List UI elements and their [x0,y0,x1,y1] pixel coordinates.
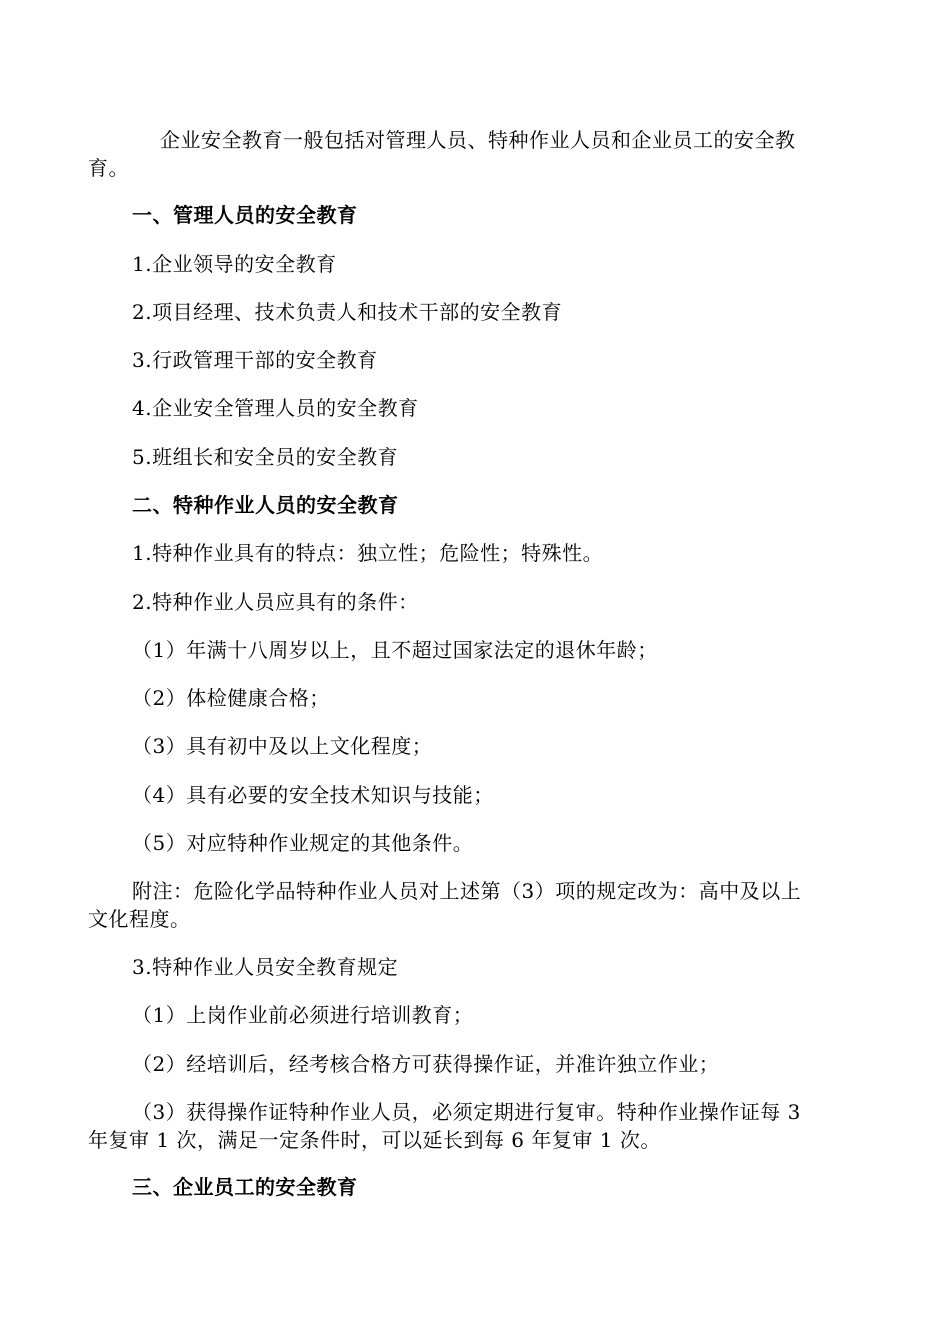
note-paragraph-line-2: 文化程度。 [88,907,191,931]
list-item: 5.班组长和安全员的安全教育 [132,445,399,469]
paragraph-special-features: 1.特种作业具有的特点：独立性；危险性；特殊性。 [132,541,604,565]
section-heading-management: 一、管理人员的安全教育 [132,203,358,227]
condition-item: （4）具有必要的安全技术知识与技能； [132,783,494,807]
rule-item-3-line-2: 年复审 1 次，满足一定条件时，可以延长到每 6 年复审 1 次。 [88,1128,661,1152]
list-item: 2.项目经理、技术负责人和技术干部的安全教育 [132,300,563,324]
note-paragraph-line-1: 附注：危险化学品特种作业人员对上述第（3）项的规定改为：高中及以上 [132,879,802,903]
condition-item: （3）具有初中及以上文化程度； [132,734,433,758]
intro-paragraph-line-1: 企业安全教育一般包括对管理人员、特种作业人员和企业员工的安全教 [160,128,796,152]
rule-item: （2）经培训后，经考核合格方可获得操作证，并准许独立作业； [132,1052,720,1076]
list-item: 3.行政管理干部的安全教育 [132,348,378,372]
section-heading-employees: 三、企业员工的安全教育 [132,1175,358,1199]
rule-item-3-line-1: （3）获得操作证特种作业人员，必须定期进行复审。特种作业操作证每 3 [132,1100,801,1124]
list-item: 4.企业安全管理人员的安全教育 [132,396,419,420]
paragraph-special-conditions: 2.特种作业人员应具有的条件： [132,590,419,614]
list-item: 1.企业领导的安全教育 [132,252,337,276]
rule-item: （1）上岗作业前必须进行培训教育； [132,1003,474,1027]
condition-item: （5）对应特种作业规定的其他条件。 [132,831,474,855]
intro-paragraph-line-2: 育。 [88,156,129,180]
condition-item: （1）年满十八周岁以上，且不超过国家法定的退休年龄； [132,638,658,662]
paragraph-education-rules: 3.特种作业人员安全教育规定 [132,955,399,979]
section-heading-special-operations: 二、特种作业人员的安全教育 [132,493,399,517]
condition-item: （2）体检健康合格； [132,686,330,710]
